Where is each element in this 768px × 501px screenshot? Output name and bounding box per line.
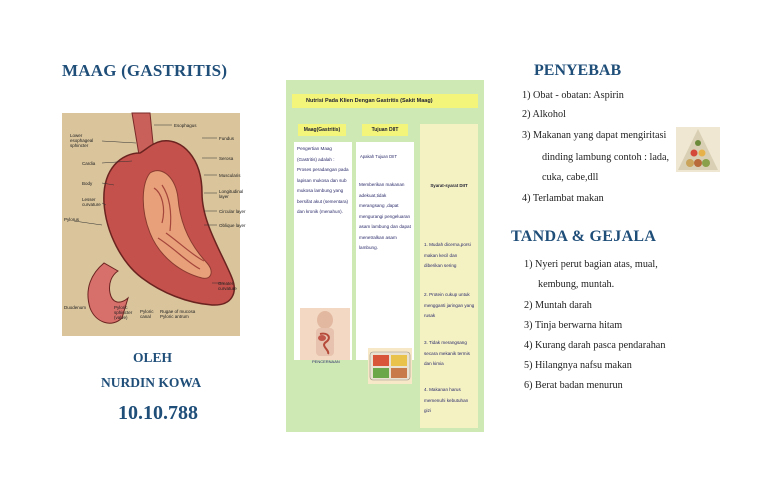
svg-text:Pylorus: Pylorus (64, 217, 80, 222)
stomach-anatomy-svg (62, 113, 246, 336)
svg-text:Serosa: Serosa (219, 156, 234, 161)
food-tray-illustration (368, 348, 412, 384)
svg-text:Circular layer: Circular layer (219, 209, 246, 214)
svg-text:Body: Body (82, 181, 93, 186)
panel-header: Nutrisi Pada Klien Dengan Gastritis (Sakit Maag) (292, 94, 478, 108)
penyebab-item: cuka, cabe,dll (542, 172, 599, 183)
tanda-item: 4) Kurang darah pasca pendarahan (524, 340, 666, 351)
svg-text:Pyloric: Pyloric (114, 305, 128, 310)
svg-text:curvature: curvature (218, 286, 237, 291)
penyebab-heading: PENYEBAB (534, 62, 622, 79)
svg-text:Pyloric antrum: Pyloric antrum (160, 314, 189, 319)
tanda-item: 6) Berat badan menurun (524, 380, 623, 391)
svg-text:sphincter: sphincter (70, 143, 89, 148)
svg-text:Pyloric: Pyloric (140, 309, 154, 314)
svg-text:Lesser: Lesser (82, 197, 96, 202)
author-id: 10.10.788 (118, 402, 198, 424)
col3-item: 3. Tidak merangsang secara mekanik termis dan kimia (424, 340, 470, 366)
svg-text:Oblique layer: Oblique layer (219, 223, 246, 228)
col3-heading: Syarat-syarat DIIT (430, 183, 468, 188)
penyebab-item: dinding lambung contoh : lada, (542, 152, 670, 163)
col1-caption: PENCERNAAN (312, 359, 340, 364)
food-pyramid-illustration (676, 127, 720, 172)
author-label: OLEH (133, 350, 173, 365)
brochure-title: MAAG (GASTRITIS) (62, 61, 228, 80)
svg-text:Esophagus: Esophagus (174, 123, 197, 128)
tanda-item: 3) Tinja berwarna hitam (524, 320, 623, 331)
svg-text:layer: layer (219, 194, 229, 199)
col2-heading: Tujuan DIIT (362, 124, 408, 136)
svg-text:Greater: Greater (218, 281, 234, 286)
food-pyramid-svg (676, 127, 720, 172)
digestion-illustration (300, 308, 350, 360)
svg-text:esophageal: esophageal (70, 138, 94, 143)
penyebab-item: 1) Obat - obatan: Aspirin (522, 90, 624, 101)
col1-heading: Maag(Gastritis) (298, 124, 346, 136)
tanda-item: 1) Nyeri perut bagian atas, mual, (524, 259, 658, 270)
author-name: NURDIN KOWA (101, 375, 202, 390)
tanda-heading: TANDA & GEJALA (511, 228, 657, 245)
digestion-svg (300, 308, 350, 360)
svg-text:curvature: curvature (82, 202, 101, 207)
col3-item: 4. Makanan harus memenuhi kebutuhan gizi (424, 387, 469, 413)
col3-box (420, 124, 478, 428)
svg-text:Fundus: Fundus (219, 136, 235, 141)
stomach-anatomy-illustration (62, 113, 246, 336)
tanda-item: kembung, muntah. (538, 279, 615, 290)
svg-text:Duodenum: Duodenum (64, 305, 87, 310)
penyebab-item: 3) Makanan yang dapat mengiritasi (522, 130, 667, 141)
col2-text: Memberikan makanan adekuat,tidak merangsang ,dapat mengurangi pengeluaran asam lambung dan dapat menetralkan asam lambung. (359, 182, 411, 250)
svg-text:Lower: Lower (70, 133, 83, 138)
svg-text:Cardia: Cardia (82, 161, 96, 166)
penyebab-item: 2) Alkohol (522, 109, 566, 120)
svg-text:sphincter: sphincter (114, 310, 133, 315)
col3-item: 1. Mudah dicerna,porsi makan kecil dan diberikan sering (424, 242, 471, 268)
penyebab-item: 4) Terlambat makan (522, 193, 604, 204)
col1-text: Pengertian Maag (Gastritis) adalah : Proses peradangan pada lapisan mukosa dan sub mukosa lambung yang bersifat akut (sementara) dan kronik (menahun). (297, 146, 349, 214)
food-tray-svg (368, 348, 412, 384)
svg-text:Rugae of mucosa: Rugae of mucosa (160, 309, 196, 314)
svg-text:(valve): (valve) (114, 315, 128, 320)
col3-item: 2. Protein cukup untuk mengganti jaringan yang rusak (424, 292, 475, 318)
col2-subtitle: Apakah Tujuan DIIT (360, 154, 398, 159)
nutrition-panel (286, 80, 484, 432)
svg-text:Muscularis: Muscularis (219, 173, 241, 178)
tanda-item: 2) Muntah darah (524, 300, 592, 311)
svg-text:Longitudinal: Longitudinal (219, 189, 244, 194)
tanda-item: 5) Hilangnya nafsu makan (524, 360, 632, 371)
svg-text:canal: canal (140, 314, 151, 319)
tanda-list (524, 259, 714, 399)
